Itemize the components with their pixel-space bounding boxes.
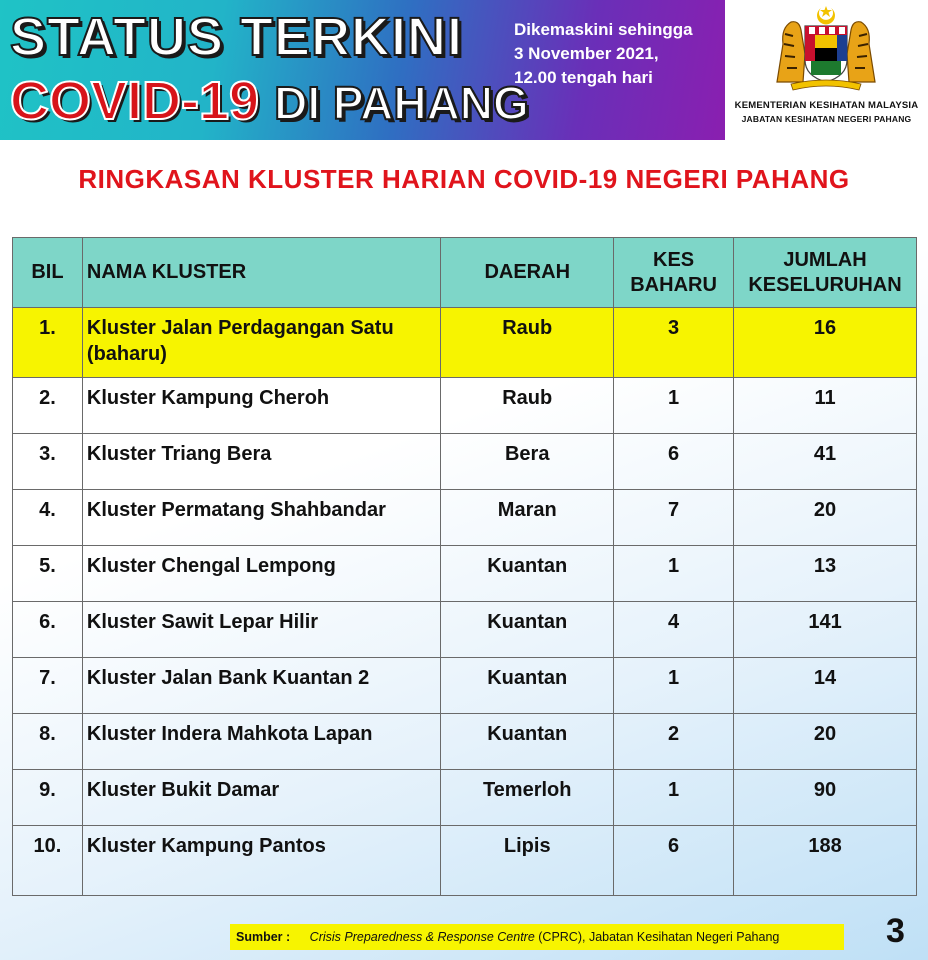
- table-body: [13, 308, 917, 896]
- cell-bil: 7.: [13, 658, 83, 714]
- cell-daerah: Bera: [441, 434, 614, 490]
- table-row: [13, 602, 917, 658]
- header-nama-kluster: NAMA KLUSTER: [82, 238, 440, 308]
- banner-title: [0, 0, 529, 140]
- cell-jumlah: 188: [734, 826, 917, 896]
- update-date: [514, 18, 719, 90]
- banner-covid19: COVID-19: [10, 71, 260, 131]
- cell-kes-baharu: 1: [614, 546, 734, 602]
- ministry-logo-block: [725, 0, 928, 140]
- cell-nama-kluster: Kluster Triang Bera: [82, 434, 440, 490]
- table-row: [13, 308, 917, 378]
- cell-jumlah: 14: [734, 658, 917, 714]
- cell-bil: 1.: [13, 308, 83, 378]
- cell-daerah: Temerloh: [441, 770, 614, 826]
- cell-nama-kluster: Kluster Permatang Shahbandar: [82, 490, 440, 546]
- page-number: 3: [886, 912, 905, 950]
- cell-bil: 5.: [13, 546, 83, 602]
- cell-daerah: Kuantan: [441, 602, 614, 658]
- source-label: Sumber :: [236, 930, 291, 944]
- header-kes-line2: BAHARU: [630, 273, 717, 296]
- cell-kes-baharu: 6: [614, 826, 734, 896]
- table-row: [13, 378, 917, 434]
- cell-daerah: Lipis: [441, 826, 614, 896]
- header-row: [13, 238, 917, 308]
- banner-covid-line: [10, 70, 529, 132]
- cell-jumlah: 16: [734, 308, 917, 378]
- table-row: [13, 490, 917, 546]
- banner-di-pahang: DI PAHANG: [274, 77, 529, 129]
- header-kes-baharu: [614, 238, 734, 308]
- cell-kes-baharu: 2: [614, 714, 734, 770]
- cell-nama-kluster: Kluster Kampung Pantos: [82, 826, 440, 896]
- cell-nama-line1: Kluster Jalan Perdagangan Satu: [86, 317, 394, 339]
- cell-jumlah: 141: [734, 602, 917, 658]
- cell-bil: 6.: [13, 602, 83, 658]
- cell-nama-kluster: Kluster Indera Mahkota Lapan: [82, 714, 440, 770]
- malaysia-coat-of-arms-icon: [763, 4, 889, 92]
- table-header: [13, 238, 917, 308]
- cell-kes-baharu: 4: [614, 602, 734, 658]
- cell-nama-kluster: Kluster Kampung Cheroh: [82, 378, 440, 434]
- table-row: [13, 658, 917, 714]
- cell-kes-baharu: 1: [614, 770, 734, 826]
- table-row: [13, 826, 917, 896]
- source-organization: Crisis Preparedness & Response Centre: [309, 930, 535, 944]
- header-daerah: DAERAH: [441, 238, 614, 308]
- cell-nama-kluster: Kluster Jalan Bank Kuantan 2: [82, 658, 440, 714]
- banner-status-terkini: STATUS TERKINI: [10, 7, 463, 67]
- cell-bil: 8.: [13, 714, 83, 770]
- cell-jumlah: 20: [734, 490, 917, 546]
- cell-daerah: Kuantan: [441, 546, 614, 602]
- cell-daerah: Kuantan: [441, 714, 614, 770]
- cell-jumlah: 41: [734, 434, 917, 490]
- cell-kes-baharu: 1: [614, 378, 734, 434]
- header-jumlah-line2: KESELURUHAN: [748, 273, 902, 296]
- cell-jumlah: 90: [734, 770, 917, 826]
- cell-bil: 4.: [13, 490, 83, 546]
- cell-bil: 9.: [13, 770, 83, 826]
- department-name: JABATAN KESIHATAN NEGERI PAHANG: [741, 114, 912, 124]
- source-rest: (CPRC), Jabatan Kesihatan Negeri Pahang: [534, 930, 780, 944]
- ministry-name: KEMENTERIAN KESIHATAN MALAYSIA: [734, 100, 919, 111]
- header-jumlah-keseluruhan: [734, 238, 917, 308]
- cell-daerah: Maran: [441, 490, 614, 546]
- cell-daerah: Raub: [441, 308, 614, 378]
- cell-kes-baharu: 1: [614, 658, 734, 714]
- cell-nama-kluster: Kluster Sawit Lepar Hilir: [82, 602, 440, 658]
- table-row: [13, 770, 917, 826]
- cell-bil: 2.: [13, 378, 83, 434]
- page-title: RINGKASAN KLUSTER HARIAN COVID-19 NEGERI PAHANG: [78, 164, 850, 194]
- cell-bil: 3.: [13, 434, 83, 490]
- table-row: [13, 434, 917, 490]
- cell-daerah: Kuantan: [441, 658, 614, 714]
- update-date-line2: 3 November 2021,: [514, 44, 659, 63]
- cell-bil: 10.: [13, 826, 83, 896]
- cluster-table: [12, 237, 917, 896]
- cell-jumlah: 11: [734, 378, 917, 434]
- table-row: [13, 714, 917, 770]
- cell-jumlah: 20: [734, 714, 917, 770]
- header-bil: BIL: [13, 238, 83, 308]
- cell-jumlah: 13: [734, 546, 917, 602]
- source-note: [230, 924, 844, 950]
- cell-nama-kluster: Kluster Chengal Lempong: [82, 546, 440, 602]
- update-date-line1: Dikemaskini sehingga: [514, 20, 693, 39]
- update-date-line3: 12.00 tengah hari: [514, 68, 653, 87]
- header-jumlah-line1: JUMLAH: [783, 248, 867, 271]
- cell-kes-baharu: 6: [614, 434, 734, 490]
- cell-nama-line2: (baharu): [86, 343, 167, 365]
- header-kes-line1: KES: [653, 248, 695, 271]
- table-row: [13, 546, 917, 602]
- cell-kes-baharu: 7: [614, 490, 734, 546]
- cell-nama-kluster: Kluster Bukit Damar: [82, 770, 440, 826]
- header-banner: [0, 0, 725, 140]
- cell-nama-kluster: [82, 308, 440, 378]
- cell-kes-baharu: 3: [614, 308, 734, 378]
- cell-daerah: Raub: [441, 378, 614, 434]
